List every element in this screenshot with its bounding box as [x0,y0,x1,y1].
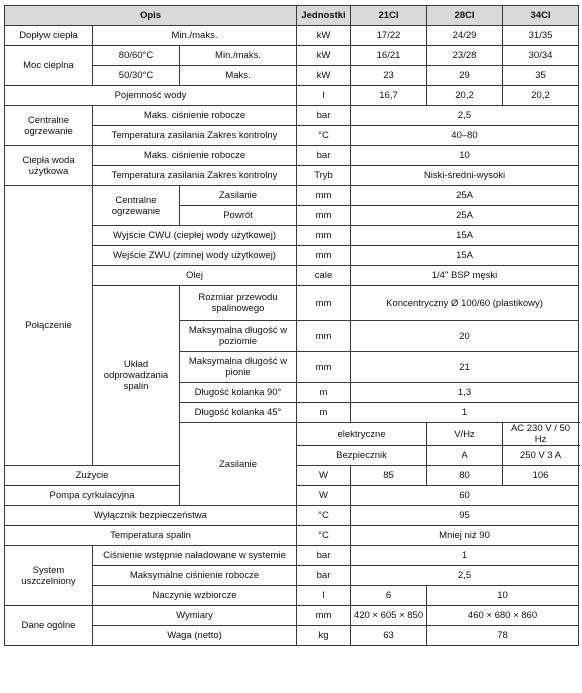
unit-cell: bar [297,106,351,126]
value-cell: 20 [351,321,579,352]
param-label: Rozmiar przewodu spalinowego [180,286,297,321]
header-opis: Opis [5,6,297,26]
param-label: Zużycie [5,466,180,486]
value-cell: Niski-średni-wysoki [351,166,579,186]
category-label: Centralne ogrzewanie [5,106,93,146]
param-label: Maks. ciśnienie robocze [93,146,297,166]
unit-cell: mm [297,246,351,266]
unit-cell: cale [297,266,351,286]
table-row [5,526,579,546]
value-cell: 29 [427,66,503,86]
value-cell: 40–80 [351,126,579,146]
value-cell: 95 [351,506,579,526]
value-cell: 10 [351,146,579,166]
value-cell: 25A [351,186,579,206]
value-cell: 20,2 [427,86,503,106]
value-cell: 6 [351,586,427,606]
param-label: Pompa cyrkulacyjna [5,486,180,506]
table-row [5,606,579,626]
value-cell: 1,3 [351,383,579,403]
param-label: Temperatura zasilania Zakres kontrolny [93,166,297,186]
unit-cell: l [297,86,351,106]
param-label: Temperatura zasilania Zakres kontrolny [93,126,297,146]
unit-cell: kW [297,26,351,46]
unit-cell: m [297,383,351,403]
unit-cell: mm [297,321,351,352]
value-cell: 460 × 680 × 860 [427,606,579,626]
param-label: Maksymalna długość w poziomie [180,321,297,352]
value-cell: 1 [351,403,579,423]
value-cell: 85 [351,466,427,486]
unit-cell: bar [297,566,351,586]
param-label: Bezpiecznik [297,446,427,466]
param-label: Wymiary [93,606,297,626]
unit-cell: V/Hz [427,423,503,446]
param-label: Olej [93,266,297,286]
value-cell: 63 [351,626,427,646]
unit-cell: Tryb [297,166,351,186]
unit-cell: A [427,446,503,466]
unit-cell: l [297,586,351,606]
unit-cell: bar [297,146,351,166]
param-label: 50/30°C [93,66,180,86]
param-label: Maksymalne ciśnienie robocze [93,566,297,586]
category-label: Zasilanie [180,423,297,506]
param-label: Naczynie wzbiorcze [93,586,297,606]
unit-cell: m [297,403,351,423]
table-row [5,546,579,566]
unit-cell: kg [297,626,351,646]
value-cell: 15A [351,246,579,266]
value-cell: Mniej niż 90 [351,526,579,546]
unit-cell: W [297,466,351,486]
param-label: Waga (netto) [93,626,297,646]
param-label: Powrót [180,206,297,226]
category-label: Moc cieplna [5,46,93,86]
value-cell: 31/35 [503,26,579,46]
header-model-1: 21CI [351,6,427,26]
unit-cell: mm [297,286,351,321]
value-cell: 25A [351,206,579,226]
category-label: Ciepła woda użytkowa [5,146,93,186]
param-label: elektryczne [297,423,427,446]
table-row [5,186,579,206]
value-cell: 2,5 [351,106,579,126]
param-label: Temperatura spalin [5,526,297,546]
value-cell: 10 [427,586,579,606]
unit-cell: W [297,486,351,506]
category-label: Dopływ ciepła [5,26,93,46]
value-cell: 21 [351,352,579,383]
value-cell: 16,7 [351,86,427,106]
header-model-2: 28CI [427,6,503,26]
unit-cell: °C [297,506,351,526]
unit-cell: mm [297,352,351,383]
value-cell: 80 [427,466,503,486]
value-cell: 250 V 3 A [503,446,579,466]
value-cell: 106 [503,466,579,486]
unit-cell: kW [297,46,351,66]
value-cell: 1/4" BSP męski [351,266,579,286]
table-row [5,86,579,106]
value-cell: 15A [351,226,579,246]
param-label: Wejście ZWU (zimnej wody użytkowej) [93,246,297,266]
subcategory-label: Centralne ogrzewanie [93,186,180,226]
param-label: Długość kolanka 45° [180,403,297,423]
header-row [5,6,579,26]
param-label: Wyłącznik bezpieczeństwa [5,506,297,526]
unit-cell: °C [297,126,351,146]
spec-table [4,5,579,646]
value-cell: 20,2 [503,86,579,106]
param-label: 80/60°C [93,46,180,66]
value-cell: Koncentryczny Ø 100/60 (plastikowy) [351,286,579,321]
unit-cell: mm [297,206,351,226]
table-row [5,106,579,126]
value-cell: AC 230 V / 50 Hz [503,423,579,446]
param-label: Maksymalna długość w pionie [180,352,297,383]
value-cell: 30/34 [503,46,579,66]
param-label: Maks. [180,66,297,86]
unit-cell: °C [297,526,351,546]
table-row [5,26,579,46]
header-model-3: 34CI [503,6,579,26]
category-label: System uszczelniony [5,546,93,606]
value-cell: 420 × 605 × 850 [351,606,427,626]
param-label: Wyjście CWU (ciepłej wody użytkowej) [93,226,297,246]
param-label: Ciśnienie wstępnie naładowane w systemie [93,546,297,566]
param-label: Długość kolanka 90° [180,383,297,403]
value-cell: 17/22 [351,26,427,46]
value-cell: 78 [427,626,579,646]
value-cell: 24/29 [427,26,503,46]
unit-cell: bar [297,546,351,566]
subcategory-label: Układ odprowadzania spalin [93,286,180,466]
value-cell: 16/21 [351,46,427,66]
category-label: Dane ogólne [5,606,93,646]
param-label: Min./maks. [93,26,297,46]
category-label: Połączenie [5,186,93,466]
value-cell: 2,5 [351,566,579,586]
unit-cell: mm [297,606,351,626]
param-label: Pojemność wody [5,86,297,106]
param-label: Min./maks. [180,46,297,66]
table-row [5,46,579,66]
table-row [5,146,579,166]
table-row [5,506,579,526]
value-cell: 35 [503,66,579,86]
unit-cell: mm [297,186,351,206]
unit-cell: mm [297,226,351,246]
value-cell: 23/28 [427,46,503,66]
header-jednostki: Jednostki [297,6,351,26]
param-label: Zasilanie [180,186,297,206]
param-label: Maks. ciśnienie robocze [93,106,297,126]
value-cell: 1 [351,546,579,566]
value-cell: 60 [351,486,579,506]
value-cell: 23 [351,66,427,86]
unit-cell: kW [297,66,351,86]
